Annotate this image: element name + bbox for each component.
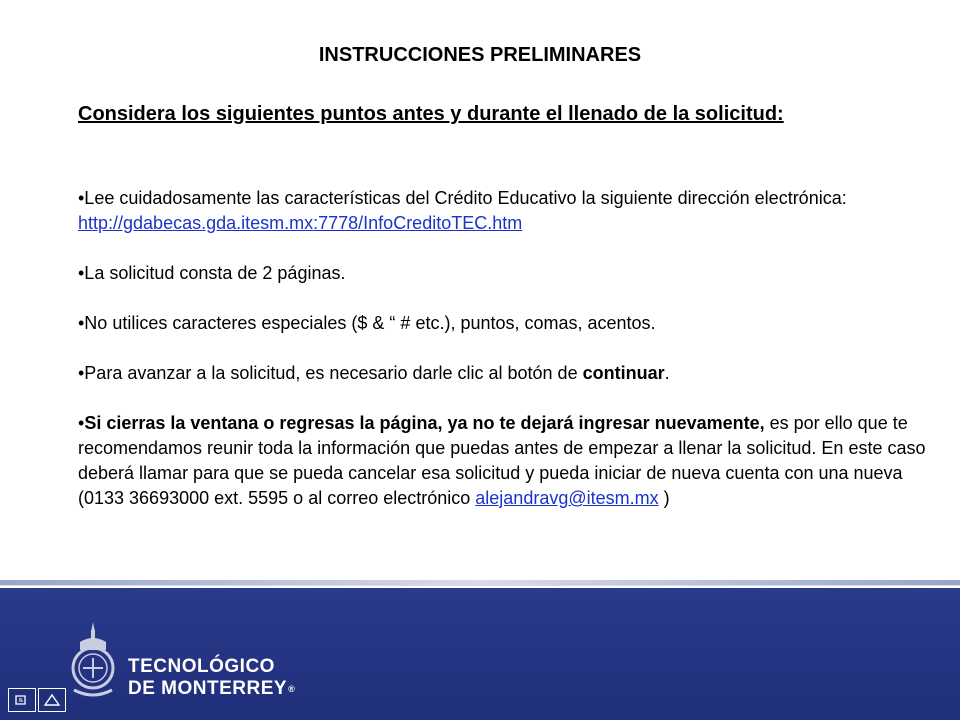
logo-wordmark <box>128 656 295 700</box>
page-title: INSTRUCCIONES PRELIMINARES <box>318 44 642 66</box>
bullet-4-bold: continuar <box>582 363 665 383</box>
bullet-5 <box>78 411 928 511</box>
instructions-body <box>78 186 928 511</box>
bullet-5-bold: Si cierras la ventana o regresas la página, ya no te dejará ingresar nuevamente, <box>84 413 765 433</box>
home-triangle-icon <box>43 693 61 707</box>
logo-line-2: DE MONTERREY® <box>128 678 296 699</box>
page-subtitle: Considera los siguientes puntos antes y durante el llenado de la solicitud: <box>78 103 784 125</box>
bullet-5-marker: • <box>78 413 85 433</box>
footer-bar <box>0 580 960 720</box>
return-icon <box>13 693 31 707</box>
bullet-1-text: •Lee cuidadosamente las características del Crédito Educativo la siguiente dirección electrónica: <box>78 188 847 208</box>
home-button[interactable] <box>38 688 66 712</box>
bullet-5-text: es por ello que te recomendamos reunir toda la información que puedas antes de empezar a llenar la solicitud. En este caso deberá llamar para que se pueda cancelar esa solicitud y pueda iniciar de nueva cuenta con una nueva (0133 36693000 ext. 5595 o al correo electrónico <box>78 413 926 508</box>
bullet-5-end: ) <box>658 488 670 508</box>
bullet-3: •No utilices caracteres especiales ($ & “ # etc.), puntos, comas, acentos. <box>78 313 656 333</box>
logo-line-1: TECNOLÓGICO <box>128 656 275 677</box>
bullet-2: •La solicitud consta de 2 páginas. <box>78 263 346 283</box>
footer-divider <box>0 580 960 585</box>
bullet-4 <box>78 361 928 386</box>
return-button[interactable] <box>8 688 36 712</box>
bullet-1 <box>78 186 928 236</box>
bullet-4-text: •Para avanzar a la solicitud, es necesario darle clic al botón de <box>78 363 583 383</box>
seal-icon <box>66 620 120 700</box>
info-credit-link[interactable]: http://gdabecas.gda.itesm.mx:7778/InfoCreditoTEC.htm <box>78 213 523 233</box>
email-link[interactable]: alejandravg@itesm.mx <box>475 488 659 508</box>
slide-nav <box>8 688 66 712</box>
bullet-4-end: . <box>664 363 670 383</box>
